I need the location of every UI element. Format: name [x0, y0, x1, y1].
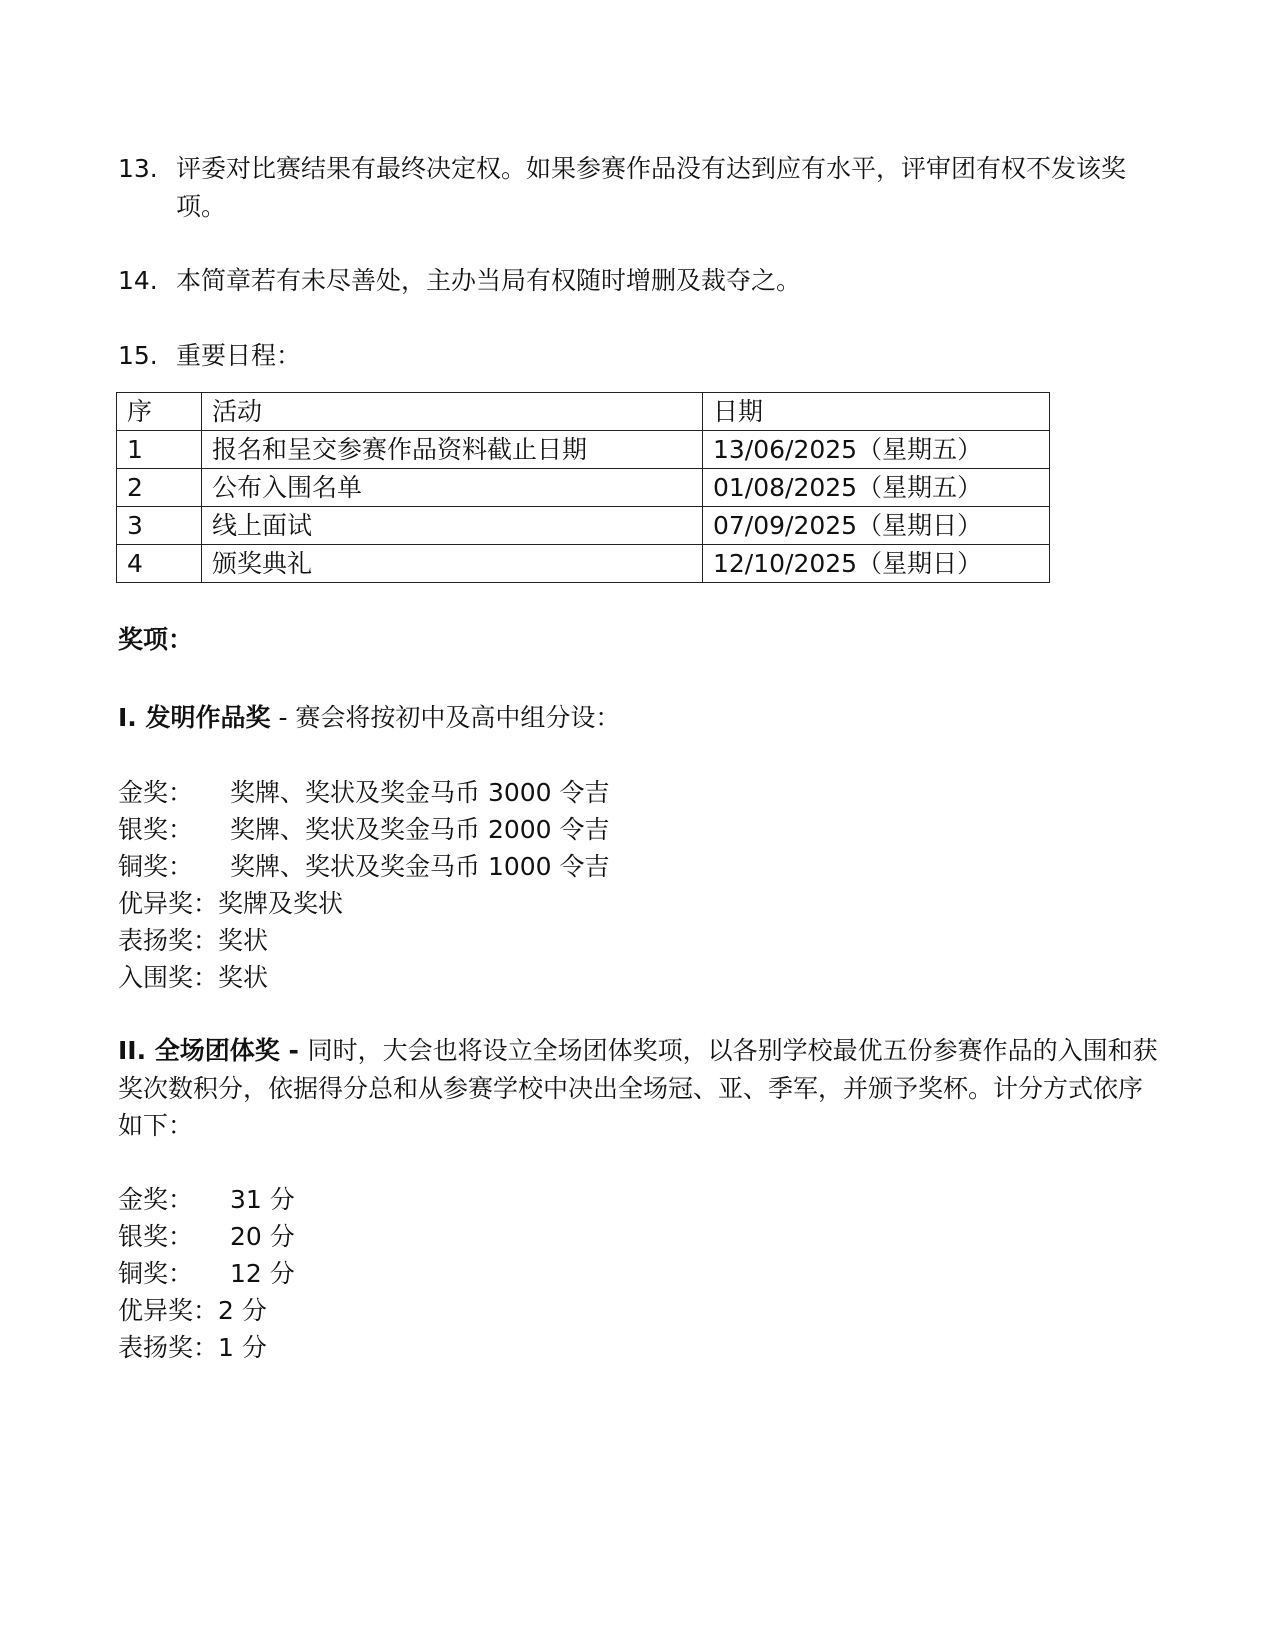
- score-value: 2 分: [218, 1295, 267, 1325]
- rule-number: 14.: [118, 266, 158, 295]
- rule-text: 本简章若有未尽善处，主办当局有权随时增删及裁夺之。: [176, 266, 802, 295]
- row-activity: 公布入围名单: [202, 469, 703, 507]
- row-date: 13/06/2025（星期五）: [703, 431, 1050, 469]
- table-row: [117, 545, 1050, 583]
- invention-award-heading: [118, 699, 1158, 737]
- table-row: [117, 431, 1050, 469]
- score-label: 铜奖：: [118, 1258, 194, 1288]
- rule-text: 重要日程：: [176, 340, 302, 370]
- team-score-list: [118, 1181, 1158, 1366]
- rule-text: 评委对比赛结果有最终决定权。如果参赛作品没有达到应有水平，评审团有权不发该奖项。: [176, 154, 1127, 221]
- list-item: [118, 1181, 1158, 1218]
- invention-award-title: I. 发明作品奖: [118, 702, 271, 732]
- score-label: 金奖：: [118, 1184, 194, 1214]
- award-label: 银奖：: [118, 815, 194, 844]
- rule-15: [118, 337, 1158, 375]
- award-value: 奖牌、奖状及奖金马币 2000 令吉: [230, 815, 610, 844]
- document-page: [118, 150, 1158, 1402]
- award-label: 表扬奖：: [118, 926, 219, 955]
- award-label: 优异奖：: [118, 889, 219, 918]
- table-row: [117, 469, 1050, 507]
- row-activity: 报名和呈交参赛作品资料截止日期: [202, 431, 703, 469]
- list-item: [118, 922, 1158, 959]
- list-item: [118, 774, 1158, 811]
- row-seq: 4: [117, 545, 202, 583]
- row-activity: 线上面试: [202, 507, 703, 545]
- list-item: [118, 1255, 1158, 1292]
- list-item: [118, 885, 1158, 922]
- header-seq: 序: [117, 393, 202, 431]
- score-value: 31 分: [230, 1184, 295, 1214]
- list-item: [118, 848, 1158, 885]
- header-activity: 活动: [202, 393, 703, 431]
- row-date: 01/08/2025（星期五）: [703, 469, 1050, 507]
- invention-award-description: - 赛会将按初中及高中组分设：: [270, 702, 621, 732]
- row-seq: 3: [117, 507, 202, 545]
- award-value: 奖状: [218, 926, 269, 955]
- row-seq: 1: [117, 431, 202, 469]
- row-activity: 颁奖典礼: [202, 545, 703, 583]
- team-award-title: II. 全场团体奖 -: [118, 1036, 308, 1065]
- awards-title: 奖项：: [118, 625, 194, 654]
- award-value: 奖牌及奖状: [218, 889, 344, 918]
- rule-14: [118, 262, 1158, 300]
- rule-number: 13.: [118, 154, 158, 183]
- award-value: 奖状: [218, 963, 269, 992]
- award-label: 铜奖：: [118, 852, 194, 881]
- score-value: 20 分: [230, 1221, 295, 1251]
- schedule-table: [116, 392, 1050, 583]
- score-value: 12 分: [230, 1258, 295, 1288]
- table-row: [117, 507, 1050, 545]
- team-award-description: 同时，大会也将设立全场团体奖项，以各别学校最优五份参赛作品的入围和获奖次数积分，依据得分总和从参赛学校中决出全场冠、亚、季军，并颁予奖杯。计分方式依序如下：: [118, 1036, 1158, 1140]
- score-value: 1 分: [218, 1332, 267, 1362]
- list-item: [118, 1329, 1158, 1366]
- list-item: [118, 1218, 1158, 1255]
- row-seq: 2: [117, 469, 202, 507]
- header-date: 日期: [703, 393, 1050, 431]
- award-value: 奖牌、奖状及奖金马币 1000 令吉: [230, 852, 610, 881]
- rule-number: 15.: [118, 340, 158, 370]
- list-item: [118, 959, 1158, 996]
- award-label: 金奖：: [118, 778, 194, 807]
- row-date: 12/10/2025（星期日）: [703, 545, 1050, 583]
- award-label: 入围奖：: [118, 963, 219, 992]
- row-date: 07/09/2025（星期日）: [703, 507, 1050, 545]
- table-header-row: [117, 393, 1050, 431]
- score-label: 银奖：: [118, 1221, 194, 1251]
- score-label: 表扬奖：: [118, 1332, 219, 1362]
- team-award-heading: [118, 1032, 1158, 1145]
- invention-award-list: [118, 774, 1158, 996]
- score-label: 优异奖：: [118, 1295, 219, 1325]
- award-value: 奖牌、奖状及奖金马币 3000 令吉: [230, 778, 610, 807]
- list-item: [118, 1292, 1158, 1329]
- rule-13: [118, 150, 1158, 225]
- list-item: [118, 811, 1158, 848]
